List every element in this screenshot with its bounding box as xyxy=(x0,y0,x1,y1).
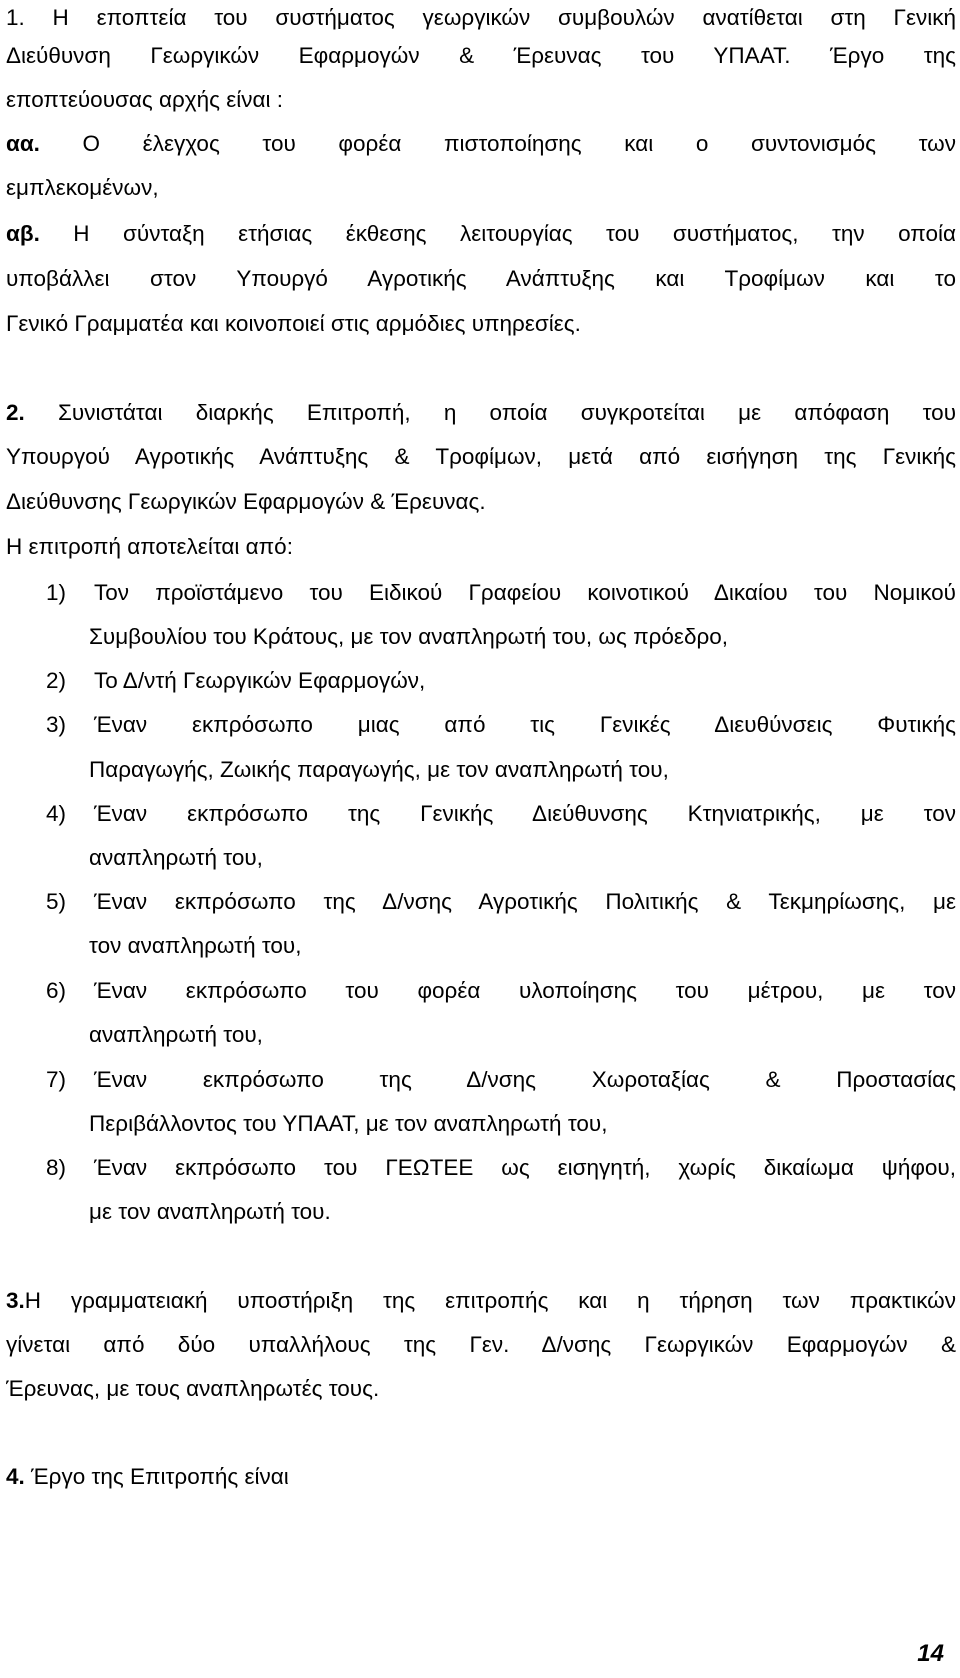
subitem-aa-text: Ο έλεγχος του φορέα πιστοποίησης και ο συντονισμός των xyxy=(39,131,956,156)
list-item-6-line1 xyxy=(46,976,956,1006)
list-item-8-num: 8) xyxy=(46,1155,67,1180)
list-item-3-text: Έναν εκπρόσωπο μιας από τις Γενικές Διευθύνσεις Φυτικής xyxy=(94,712,956,737)
list-item-6-num: 6) xyxy=(46,978,67,1003)
committee-intro: Η επιτροπή αποτελείται από: xyxy=(6,534,293,559)
section3-line2: γίνεται από δύο υπαλλήλους της Γεν. Δ/νσης Γεωργικών Εφαρμογών & xyxy=(6,1332,956,1357)
section3-line3: Έρευνας, με τους αναπληρωτές τους. xyxy=(6,1376,380,1401)
subitem-ab-text: Η σύνταξη ετήσιας έκθεσης λειτουργίας του συστήματος, την οποία xyxy=(39,221,956,246)
section2-line1 xyxy=(6,398,956,428)
list-item-2-num: 2) xyxy=(46,668,67,693)
list-item-7-line1 xyxy=(46,1065,956,1095)
subitem-aa-label: αα. xyxy=(6,131,40,156)
list-item-7-text: Έναν εκπρόσωπο της Δ/νσης Χωροταξίας & Προστασίας xyxy=(94,1067,956,1092)
subitem-ab-line3: Γενικό Γραμματέα και κοινοποιεί στις αρμόδιες υπηρεσίες. xyxy=(6,311,581,336)
list-item-3-num: 3) xyxy=(46,712,67,737)
list-item-3-line1 xyxy=(46,710,956,740)
section4-label: 4. xyxy=(6,1464,25,1489)
list-item-8-line2: με τον αναπληρωτή του. xyxy=(89,1199,331,1224)
list-item-1-num: 1) xyxy=(46,580,67,605)
list-item-5-line2: τον αναπληρωτή του, xyxy=(89,933,302,958)
section2-label: 2. xyxy=(6,400,25,425)
section3-line1-text: Η γραμματειακή υποστήριξη της επιτροπής και η τήρηση των πρακτικών xyxy=(24,1288,956,1313)
list-item-7-line2: Περιβάλλοντος του ΥΠΑΑΤ, με τον αναπληρωτή του, xyxy=(89,1111,608,1136)
list-item-2-line1 xyxy=(46,666,956,696)
section1-line2: Διεύθυνση Γεωργικών Εφαρμογών & Έρευνας του ΥΠΑΑΤ. Έργο της xyxy=(6,43,956,68)
list-item-8-line1 xyxy=(46,1153,956,1183)
list-item-1-line2: Συμβουλίου του Κράτους, με τον αναπληρωτή του, ως πρόεδρο, xyxy=(89,624,729,649)
list-item-6-line2: αναπληρωτή του, xyxy=(89,1022,263,1047)
section3-line1 xyxy=(6,1286,956,1316)
section2-line1-text: Συνιστάται διαρκής Επιτροπή, η οποία συγκροτείται με απόφαση του xyxy=(24,400,956,425)
list-item-1-text: Τον προϊστάμενο του Ειδικού Γραφείου κοινοτικού Δικαίου του Νομικού xyxy=(94,580,956,605)
document-page xyxy=(6,0,956,1678)
list-item-6-text: Έναν εκπρόσωπο του φορέα υλοποίησης του μέτρου, με τον xyxy=(94,978,956,1003)
section1-line1: 1. Η εποπτεία του συστήματος γεωργικών συμβουλών ανατίθεται στη Γενική xyxy=(6,5,956,30)
subitem-aa-line2: εμπλεκομένων, xyxy=(6,175,159,200)
list-item-2-text: Το Δ/ντή Γεωργικών Εφαρμογών, xyxy=(94,668,426,693)
list-item-1-line1 xyxy=(46,578,956,608)
list-item-5-line1 xyxy=(46,887,956,917)
list-item-4-text: Έναν εκπρόσωπο της Γενικής Διεύθυνσης Κτηνιατρικής, με τον xyxy=(94,801,956,826)
subitem-ab-label: αβ. xyxy=(6,221,40,246)
section2-line2: Υπουργού Αγροτικής Ανάπτυξης & Τροφίμων, μετά από εισήγηση της Γενικής xyxy=(6,444,956,469)
section2-line3: Διεύθυνσης Γεωργικών Εφαρμογών & Έρευνας. xyxy=(6,489,486,514)
list-item-4-num: 4) xyxy=(46,801,67,826)
section1-line3: εποπτεύουσας αρχής είναι : xyxy=(6,87,283,112)
subitem-aa-line1 xyxy=(6,129,956,159)
page-number: 14 xyxy=(917,1640,944,1667)
list-item-4-line2: αναπληρωτή του, xyxy=(89,845,263,870)
list-item-8-text: Έναν εκπρόσωπο του ΓΕΩΤΕΕ ως εισηγητή, χωρίς δικαίωμα ψήφου, xyxy=(94,1155,956,1180)
list-item-5-num: 5) xyxy=(46,889,67,914)
subitem-ab-line1 xyxy=(6,219,956,249)
list-item-3-line2: Παραγωγής, Ζωικής παραγωγής, με τον αναπληρωτή του, xyxy=(89,757,669,782)
list-item-4-line1 xyxy=(46,799,956,829)
section3-label: 3. xyxy=(6,1288,25,1313)
section4-text: Έργο της Επιτροπής είναι xyxy=(24,1464,289,1489)
section4-line1 xyxy=(6,1462,289,1492)
subitem-ab-line2: υποβάλλει στον Υπουργό Αγροτικής Ανάπτυξης και Τροφίμων και το xyxy=(6,266,956,291)
list-item-7-num: 7) xyxy=(46,1067,67,1092)
list-item-5-text: Έναν εκπρόσωπο της Δ/νσης Αγροτικής Πολιτικής & Τεκμηρίωσης, με xyxy=(94,889,956,914)
